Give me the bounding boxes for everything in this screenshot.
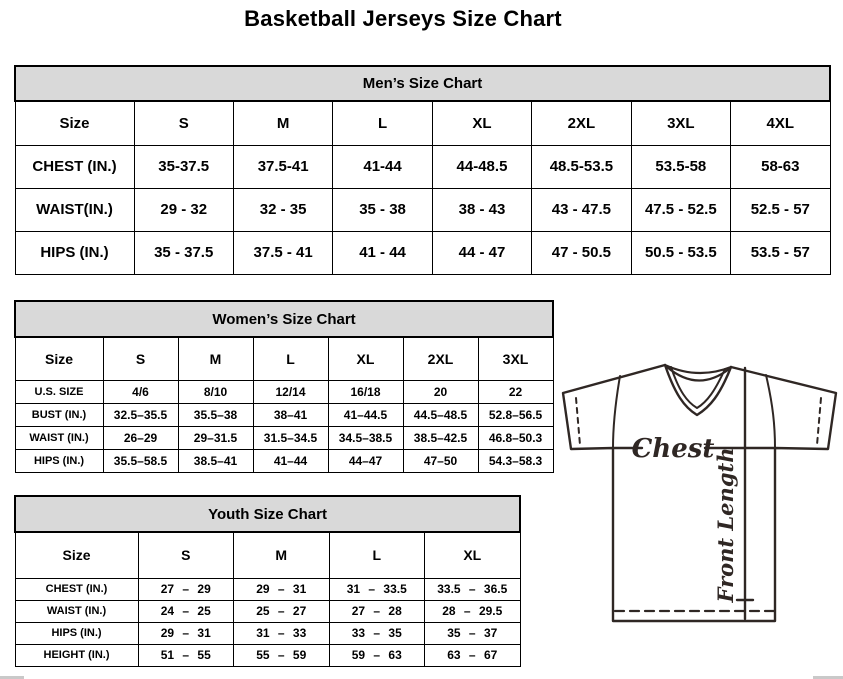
size-value-cell: 44–47 bbox=[328, 449, 403, 472]
table-title: Youth Size Chart bbox=[15, 496, 520, 532]
column-header: 2XL bbox=[403, 337, 478, 380]
column-header: M bbox=[233, 101, 332, 145]
column-header: 4XL bbox=[731, 101, 831, 145]
size-value-cell: 44-48.5 bbox=[432, 145, 531, 188]
column-header: 3XL bbox=[478, 337, 553, 380]
size-value-cell: 54.3–58.3 bbox=[478, 449, 553, 472]
row-label: WAIST (IN.) bbox=[15, 600, 138, 622]
size-value-cell: 29–31.5 bbox=[178, 426, 253, 449]
size-value-cell: 47 - 50.5 bbox=[532, 231, 631, 274]
youth-size-table bbox=[14, 495, 521, 667]
column-header: S bbox=[103, 337, 178, 380]
row-label: HIPS (IN.) bbox=[15, 231, 134, 274]
size-value-cell: 59 – 63 bbox=[329, 644, 425, 666]
column-header: L bbox=[253, 337, 328, 380]
size-value-cell: 50.5 - 53.5 bbox=[631, 231, 730, 274]
size-value-cell: 27 – 29 bbox=[138, 578, 234, 600]
size-value-cell: 47.5 - 52.5 bbox=[631, 188, 730, 231]
table-row bbox=[15, 231, 830, 274]
front-length-label: Front Length bbox=[713, 447, 738, 603]
jersey-right-cuff-dashed-line bbox=[817, 398, 821, 445]
size-value-cell: 34.5–38.5 bbox=[328, 426, 403, 449]
size-value-cell: 52.5 - 57 bbox=[731, 188, 831, 231]
row-label: BUST (IN.) bbox=[15, 403, 103, 426]
row-label: U.S. SIZE bbox=[15, 380, 103, 403]
table-title-row bbox=[15, 496, 520, 532]
size-value-cell: 44 - 47 bbox=[432, 231, 531, 274]
size-value-cell: 35 – 37 bbox=[425, 622, 521, 644]
size-value-cell: 63 – 67 bbox=[425, 644, 521, 666]
size-value-cell: 37.5-41 bbox=[233, 145, 332, 188]
table-row bbox=[15, 449, 553, 472]
size-value-cell: 31.5–34.5 bbox=[253, 426, 328, 449]
table-row bbox=[15, 578, 520, 600]
size-value-cell: 38.5–41 bbox=[178, 449, 253, 472]
table-title-row bbox=[15, 301, 553, 337]
womens-size-table bbox=[14, 300, 554, 473]
column-header: S bbox=[138, 532, 234, 578]
size-value-cell: 25 – 27 bbox=[234, 600, 330, 622]
size-value-cell: 16/18 bbox=[328, 380, 403, 403]
row-label: HIPS (IN.) bbox=[15, 449, 103, 472]
size-value-cell: 33 – 35 bbox=[329, 622, 425, 644]
page-title: Basketball Jerseys Size Chart bbox=[244, 6, 562, 31]
table-row bbox=[15, 145, 830, 188]
jersey-outline bbox=[563, 365, 836, 621]
column-header: L bbox=[329, 532, 425, 578]
size-value-cell: 4/6 bbox=[103, 380, 178, 403]
table-row bbox=[15, 622, 520, 644]
table-row bbox=[15, 426, 553, 449]
size-value-cell: 26–29 bbox=[103, 426, 178, 449]
row-label: HIPS (IN.) bbox=[15, 622, 138, 644]
size-value-cell: 41–44 bbox=[253, 449, 328, 472]
size-value-cell: 32 - 35 bbox=[233, 188, 332, 231]
column-header: XL bbox=[328, 337, 403, 380]
jersey-right-armhole-seam bbox=[766, 375, 775, 448]
size-value-cell: 29 – 31 bbox=[138, 622, 234, 644]
size-value-cell: 43 - 47.5 bbox=[532, 188, 631, 231]
size-value-cell: 47–50 bbox=[403, 449, 478, 472]
column-header-row bbox=[15, 532, 520, 578]
column-header: XL bbox=[425, 532, 521, 578]
table-row bbox=[15, 380, 553, 403]
size-value-cell: 29 - 32 bbox=[134, 188, 233, 231]
size-value-cell: 38.5–42.5 bbox=[403, 426, 478, 449]
size-value-cell: 32.5–35.5 bbox=[103, 403, 178, 426]
jersey-measurement-diagram bbox=[558, 360, 841, 636]
column-header: S bbox=[134, 101, 233, 145]
column-header: M bbox=[178, 337, 253, 380]
size-value-cell: 29 – 31 bbox=[234, 578, 330, 600]
column-header: L bbox=[333, 101, 432, 145]
column-header: Size bbox=[15, 337, 103, 380]
size-value-cell: 20 bbox=[403, 380, 478, 403]
size-value-cell: 35 - 38 bbox=[333, 188, 432, 231]
size-value-cell: 41–44.5 bbox=[328, 403, 403, 426]
size-value-cell: 28 – 29.5 bbox=[425, 600, 521, 622]
size-value-cell: 58-63 bbox=[731, 145, 831, 188]
size-value-cell: 46.8–50.3 bbox=[478, 426, 553, 449]
row-label: WAIST (IN.) bbox=[15, 426, 103, 449]
column-header: 3XL bbox=[631, 101, 730, 145]
row-label: CHEST (IN.) bbox=[15, 145, 134, 188]
size-value-cell: 12/14 bbox=[253, 380, 328, 403]
size-value-cell: 31 – 33 bbox=[234, 622, 330, 644]
table-title: Women’s Size Chart bbox=[15, 301, 553, 337]
row-label: WAIST(IN.) bbox=[15, 188, 134, 231]
column-header: 2XL bbox=[532, 101, 631, 145]
size-value-cell: 8/10 bbox=[178, 380, 253, 403]
jersey-left-armhole-seam bbox=[613, 376, 620, 448]
table-title: Men’s Size Chart bbox=[15, 66, 830, 101]
size-value-cell: 24 – 25 bbox=[138, 600, 234, 622]
size-value-cell: 44.5–48.5 bbox=[403, 403, 478, 426]
size-value-cell: 27 – 28 bbox=[329, 600, 425, 622]
size-value-cell: 48.5-53.5 bbox=[532, 145, 631, 188]
size-value-cell: 53.5-58 bbox=[631, 145, 730, 188]
row-label: HEIGHT (IN.) bbox=[15, 644, 138, 666]
table-row bbox=[15, 600, 520, 622]
size-value-cell: 35.5–38 bbox=[178, 403, 253, 426]
size-value-cell: 22 bbox=[478, 380, 553, 403]
size-value-cell: 37.5 - 41 bbox=[233, 231, 332, 274]
row-label: CHEST (IN.) bbox=[15, 578, 138, 600]
jersey-diagram-icon bbox=[558, 360, 841, 636]
table-title-row bbox=[15, 66, 830, 101]
size-value-cell: 31 – 33.5 bbox=[329, 578, 425, 600]
size-value-cell: 41 - 44 bbox=[333, 231, 432, 274]
jersey-left-cuff-dashed-line bbox=[576, 398, 580, 445]
table-row bbox=[15, 644, 520, 666]
size-value-cell: 41-44 bbox=[333, 145, 432, 188]
table-row bbox=[15, 188, 830, 231]
column-header: Size bbox=[15, 532, 138, 578]
column-header: XL bbox=[432, 101, 531, 145]
size-value-cell: 51 – 55 bbox=[138, 644, 234, 666]
size-value-cell: 55 – 59 bbox=[234, 644, 330, 666]
size-value-cell: 35-37.5 bbox=[134, 145, 233, 188]
column-header-row bbox=[15, 337, 553, 380]
size-value-cell: 35.5–58.5 bbox=[103, 449, 178, 472]
column-header-row bbox=[15, 101, 830, 145]
size-value-cell: 38 - 43 bbox=[432, 188, 531, 231]
chest-label: Chest bbox=[631, 434, 715, 464]
size-value-cell: 33.5 – 36.5 bbox=[425, 578, 521, 600]
size-value-cell: 52.8–56.5 bbox=[478, 403, 553, 426]
mens-size-table bbox=[14, 65, 831, 275]
size-value-cell: 53.5 - 57 bbox=[731, 231, 831, 274]
table-row bbox=[15, 403, 553, 426]
column-header: Size bbox=[15, 101, 134, 145]
size-value-cell: 35 - 37.5 bbox=[134, 231, 233, 274]
size-value-cell: 38–41 bbox=[253, 403, 328, 426]
column-header: M bbox=[234, 532, 330, 578]
